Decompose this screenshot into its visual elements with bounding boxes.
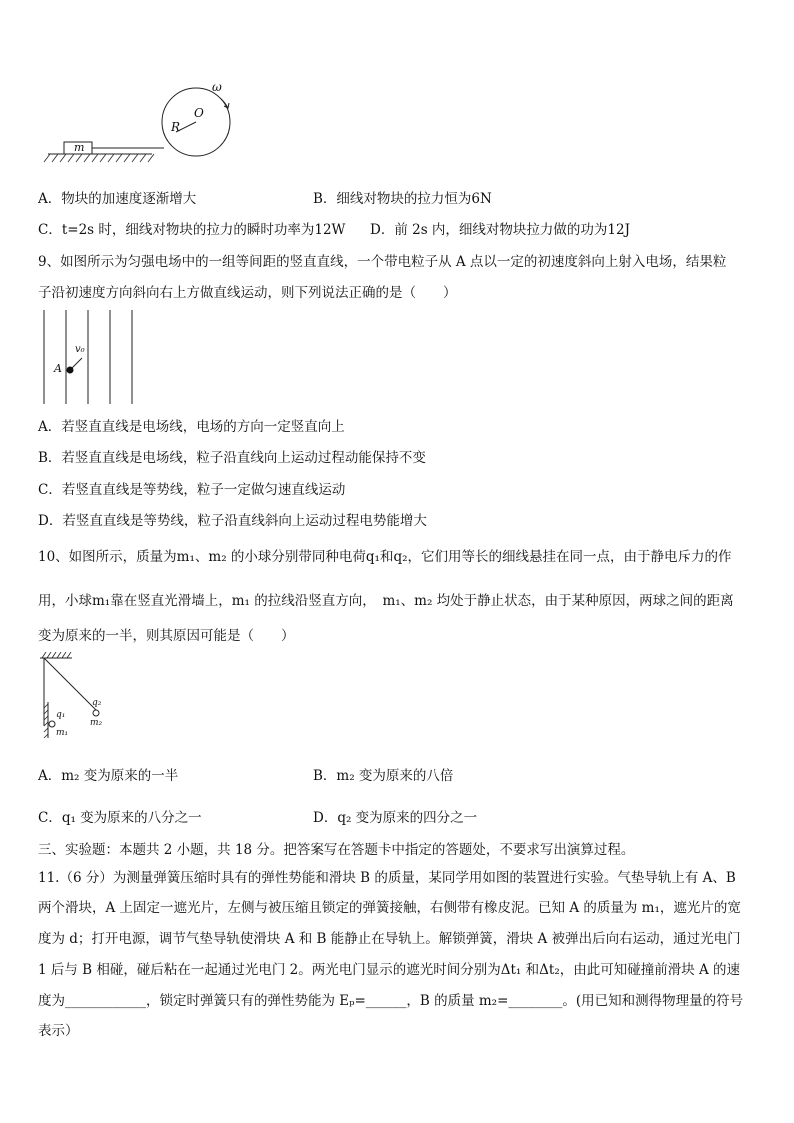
q10-stem-line2: 用，小球m₁靠在竖直光滑墙上，m₁ 的拉线沿竖直方向， m₁、m₂ 均处于静止状态，由于某种原因，两球之间的距离 — [38, 593, 734, 609]
q9-option-d: D．若竖直直线是等势线，粒子沿直线斜向上运动过程电势能增大 — [38, 513, 427, 529]
q10-option-a: A．m₂ 变为原来的一半 — [38, 768, 179, 784]
q9-option-a: A．若竖直直线是电场线，电场的方向一定竖直向上 — [38, 419, 345, 435]
q10-stem-line1: 10、如图所示，质量为m₁、m₂ 的小球分别带同种电荷q₁和q₂，它们用等长的细线悬挂在同一点，由于静电斥力的作 — [38, 549, 732, 565]
q11-line4: 1 后与 B 相碰，碰后粘在一起通过光电门 2。两光电门显示的遮光时间分别为Δt₁ 和Δt₂，由此可知碰撞前滑块 A 的速 — [38, 962, 741, 978]
section3-heading: 三、实验题：本题共 2 小题，共 18 分。把答案写在答题卡中指定的答题处，不要求写出演算过程。 — [38, 842, 635, 858]
q10-option-c: C．q₁ 变为原来的八分之一 — [38, 810, 202, 826]
block-m-label: m — [74, 141, 85, 154]
q10-option-d: D．q₂ 变为原来的四分之一 — [313, 810, 478, 826]
q8-option-b: B．细线对物块的拉力恒为6N — [313, 191, 492, 207]
m2-label: m₂ — [90, 718, 103, 728]
wheel-block-figure — [36, 80, 266, 170]
q10-stem-line3: 变为原来的一半，则其原因可能是（ ） — [38, 628, 295, 644]
q11-line6: 表示） — [38, 1023, 79, 1039]
q8-option-c: C．t=2s 时，细线对物块的拉力的瞬时功率为12W — [38, 222, 346, 238]
q11-line2: 两个滑块，A 上固定一遮光片，左侧与被压缩且锁定的弹簧接触，右侧带有橡皮泥。已知 A 的质量为 m₁，遮光片的宽 — [38, 900, 741, 916]
q8-option-a: A．物块的加速度逐渐增大 — [38, 191, 197, 207]
center-o-label: O — [194, 106, 204, 120]
q11-line3: 度为 d；打开电源，调节气垫导轨使滑块 A 和 B 能静止在导轨上。解锁弹簧，滑块 A 被弹出后向右运动，通过光电门 — [38, 931, 741, 947]
q11-line1: 11.（6 分）为测量弹簧压缩时具有的弹性势能和滑块 B 的质量，某同学用如图的装置进行实验。气垫导轨上有 A、B — [38, 870, 736, 886]
q9-option-c: C．若竖直直线是等势线，粒子一定做匀速直线运动 — [38, 482, 346, 498]
point-a-label: A — [54, 362, 62, 375]
hanging-charges-figure — [36, 652, 116, 744]
q10-option-b: B．m₂ 变为原来的八倍 — [313, 768, 454, 784]
electric-field-lines-figure — [34, 308, 144, 406]
q1-label: q₁ — [56, 710, 66, 720]
q2-label: q₂ — [92, 698, 102, 708]
q9-option-b: B．若竖直直线是电场线，粒子沿直线向上运动过程动能保持不变 — [38, 450, 426, 466]
q9-stem-line1: 9、如图所示为匀强电场中的一组等间距的竖直直线，一个带电粒子从 A 点以一定的初速度斜向上射入电场，结果粒 — [38, 254, 727, 270]
m1-label: m₁ — [56, 728, 69, 738]
q9-stem-line2: 子沿初速度方向斜向右上方做直线运动，则下列说法正确的是（ ） — [38, 285, 457, 301]
velocity-v0-label: v₀ — [75, 344, 85, 355]
q11-line5: 度为____________，锁定时弹簧只有的弹性势能为 Eₚ=______，B 的质量 m₂=________。(用已知和测得物理量的符号 — [38, 993, 744, 1009]
radius-r-label: R — [171, 120, 181, 134]
q8-option-d: D．前 2s 内，细线对物块拉力做的功为12J — [370, 222, 631, 238]
omega-label: ω — [212, 80, 222, 94]
